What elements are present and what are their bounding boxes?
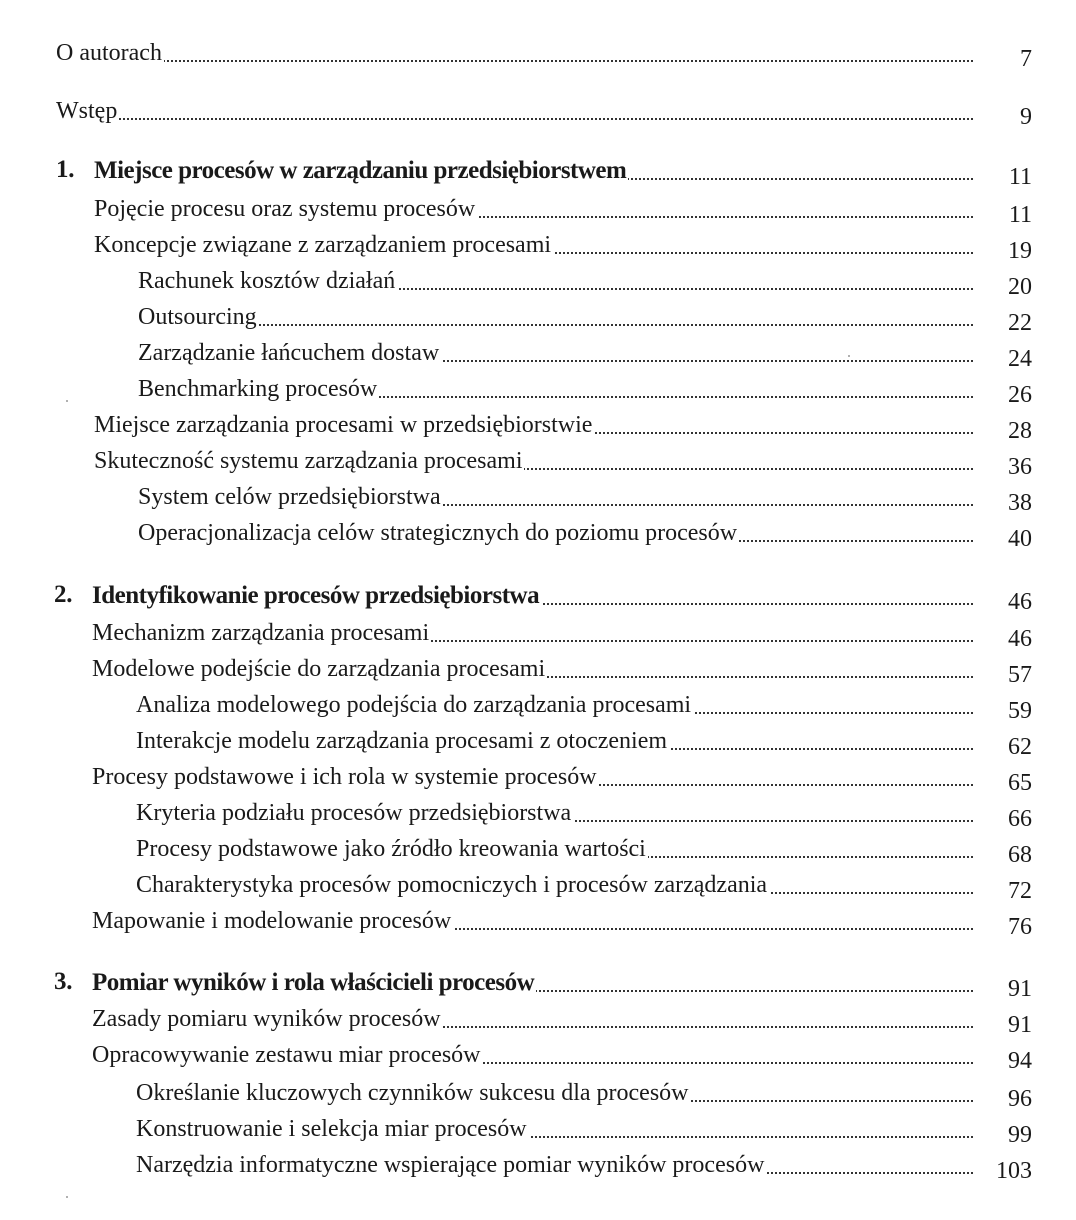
toc-entry-title: Mapowanie i modelowanie procesów <box>92 908 452 934</box>
toc-entry-subsection <box>0 1080 1076 1114</box>
toc-entry-page-number: 99 <box>1008 1122 1032 1148</box>
toc-entry-title: Procesy podstawowe jako źródło kreowania wartości <box>136 836 646 862</box>
toc-entry-title: Określanie kluczowych czynników sukcesu dla procesów <box>136 1080 689 1106</box>
toc-entry-page-number: 94 <box>1008 1048 1032 1074</box>
toc-entry-page-number: 11 <box>1008 202 1032 228</box>
toc-entry-title: Skuteczność systemu zarządzania procesami <box>94 448 523 474</box>
toc-entry-title: Miejsce procesów w zarządzaniu przedsiębiorstwem <box>94 157 627 184</box>
toc-entry-page-number: 38 <box>1008 490 1032 516</box>
toc-entry-page-number: 20 <box>1008 274 1032 300</box>
dot-leader <box>66 60 973 62</box>
toc-entry-title: Rachunek kosztów działań <box>138 268 396 294</box>
toc-entry-title: Charakterystyka procesów pomocniczych i procesów zarządzania <box>136 872 768 898</box>
toc-entry-subsection <box>0 484 1076 518</box>
toc-entry-front <box>0 40 1076 74</box>
toc-entry-page-number: 65 <box>1008 770 1032 796</box>
toc-entry-page-number: 96 <box>1008 1086 1032 1112</box>
toc-entry-title: Pomiar wyników i rola właścicieli procesów <box>92 969 535 996</box>
toc-entry-title: Mechanizm zarządzania procesami <box>92 620 430 646</box>
scan-speck <box>848 355 850 357</box>
toc-entry-chapter <box>0 583 1076 617</box>
toc-entry-section <box>0 1006 1076 1040</box>
toc-entry-subsection <box>0 1116 1076 1150</box>
toc-entry-title: Kryteria podziału procesów przedsiębiorstwa <box>136 800 572 826</box>
chapter-number: 3. <box>54 968 73 995</box>
toc-entry-title: Miejsce zarządzania procesami w przedsiębiorstwie <box>94 412 593 438</box>
toc-entry-page-number: 46 <box>1008 626 1032 652</box>
toc-entry-title: Narzędzia informatyczne wspierające pomiar wyników procesów <box>136 1152 765 1178</box>
scan-speck <box>66 400 68 402</box>
toc-entry-title: Koncepcje związane z zarządzaniem procesami <box>94 232 552 258</box>
toc-entry-section <box>0 764 1076 798</box>
toc-entry-section <box>0 1042 1076 1076</box>
toc-entry-page-number: 19 <box>1008 238 1032 264</box>
toc-entry-page-number: 28 <box>1008 418 1032 444</box>
toc-entry-title: O autorach <box>56 40 162 66</box>
toc-entry-page-number: 62 <box>1008 734 1032 760</box>
toc-entry-section <box>0 620 1076 654</box>
toc-entry-section <box>0 196 1076 230</box>
toc-entry-title: Benchmarking procesów <box>138 376 378 402</box>
toc-entry-title: Pojęcie procesu oraz systemu procesów <box>94 196 476 222</box>
toc-entry-title: Analiza modelowego podejścia do zarządzania procesami <box>136 692 692 718</box>
toc-entry-subsection <box>0 836 1076 870</box>
toc-entry-page-number: 57 <box>1008 662 1032 688</box>
toc-entry-subsection <box>0 692 1076 726</box>
toc-entry-subsection <box>0 268 1076 302</box>
toc-entry-title: Zasady pomiaru wyników procesów <box>92 1006 441 1032</box>
toc-entry-title: Operacjonalizacja celów strategicznych do poziomu procesów <box>138 520 738 546</box>
toc-entry-page-number: 76 <box>1008 914 1032 940</box>
toc-entry-subsection <box>0 872 1076 906</box>
toc-entry-title: Wstęp <box>56 98 118 124</box>
toc-entry-page-number: 40 <box>1008 526 1032 552</box>
toc-entry-page-number: 26 <box>1008 382 1032 408</box>
chapter-number: 1. <box>56 156 75 183</box>
toc-entry-title: Konstruowanie i selekcja miar procesów <box>136 1116 527 1142</box>
toc-entry-title: Identyfikowanie procesów przedsiębiorstwa <box>92 582 540 609</box>
toc-entry-page-number: 72 <box>1008 878 1032 904</box>
toc-entry-subsection <box>0 340 1076 374</box>
toc-entry-page-number: 91 <box>1008 976 1032 1002</box>
toc-entry-section <box>0 232 1076 266</box>
toc-entry-page-number: 11 <box>1008 164 1032 190</box>
toc-entry-title: Outsourcing <box>138 304 257 330</box>
toc-entry-title: System celów przedsiębiorstwa <box>138 484 441 510</box>
toc-entry-page-number: 59 <box>1008 698 1032 724</box>
toc-entry-subsection <box>0 1152 1076 1186</box>
toc-entry-page-number: 46 <box>1008 589 1032 615</box>
toc-entry-page-number: 24 <box>1008 346 1032 372</box>
toc-entry-section <box>0 412 1076 446</box>
toc-entry-subsection <box>0 376 1076 410</box>
dot-leader <box>66 118 973 120</box>
toc-entry-subsection <box>0 520 1076 554</box>
toc-entry-title: Zarządzanie łańcuchem dostaw <box>138 340 440 366</box>
toc-entry-title: Modelowe podejście do zarządzania procesami <box>92 656 546 682</box>
toc-entry-page-number: 7 <box>1020 46 1032 72</box>
toc-entry-page-number: 9 <box>1020 104 1032 130</box>
toc-entry-title: Interakcje modelu zarządzania procesami z otoczeniem <box>136 728 668 754</box>
toc-entry-chapter <box>0 970 1076 1004</box>
toc-entry-page-number: 36 <box>1008 454 1032 480</box>
toc-entry-page-number: 66 <box>1008 806 1032 832</box>
toc-entry-page-number: 91 <box>1008 1012 1032 1038</box>
toc-entry-section <box>0 908 1076 942</box>
toc-entry-subsection <box>0 800 1076 834</box>
toc-entry-subsection <box>0 304 1076 338</box>
toc-entry-front <box>0 98 1076 132</box>
toc-entry-section <box>0 448 1076 482</box>
toc-entry-page-number: 68 <box>1008 842 1032 868</box>
toc-entry-page-number: 103 <box>996 1158 1032 1184</box>
scan-speck <box>66 1196 68 1198</box>
toc-entry-subsection <box>0 728 1076 762</box>
toc-entry-section <box>0 656 1076 690</box>
chapter-number: 2. <box>54 581 73 608</box>
toc-entry-chapter <box>0 158 1076 192</box>
dot-leader <box>148 324 973 326</box>
toc-entry-page-number: 22 <box>1008 310 1032 336</box>
toc-entry-title: Procesy podstawowe i ich rola w systemie procesów <box>92 764 597 790</box>
toc-entry-title: Opracowywanie zestawu miar procesów <box>92 1042 481 1068</box>
